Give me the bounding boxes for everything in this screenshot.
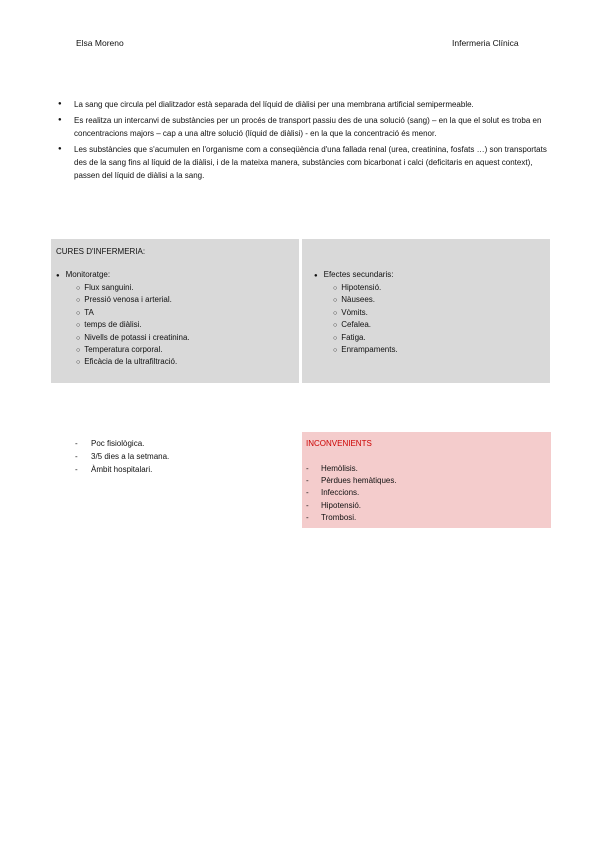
side-effect-item: ○ Nàusees. — [333, 294, 398, 306]
inconvenient-item: - Infeccions. — [306, 487, 397, 499]
inconvenient-item: - Pèrdues hemàtiques. — [306, 475, 397, 487]
intro-bullet: ● Les substàncies que s'acumulen en l'organisme com a conseqüència d'una fallada renal (urea, creatinina, fosfats …) son transportats des de la sang fins al líquid de la diàlisi, i de la mateixa manera, substàncies com bicarbonat i calci (deficitaris en aquest context), passen del líquid de diàlisi a la sang. — [58, 143, 548, 182]
header-subject: Infermeria Clínica — [452, 38, 519, 48]
inconvenient-item: - Trombosi. — [306, 512, 397, 524]
inconvenients-title: INCONVENIENTS — [306, 439, 372, 448]
inconvenients-list — [306, 463, 397, 524]
side-effects-heading — [314, 270, 393, 279]
monitoring-item: ○ TA — [76, 307, 190, 319]
characteristic-item: - 3/5 dies a la setmana. — [75, 450, 169, 463]
inconvenient-item: - Hemòlisis. — [306, 463, 397, 475]
inconvenient-item: - Hipotensió. — [306, 500, 397, 512]
intro-bullet-list — [58, 98, 548, 185]
characteristic-item: - Poc fisiològica. — [75, 437, 169, 450]
side-effect-item: ○ Hipotensió. — [333, 282, 398, 294]
side-effects-heading-label: Efectes secundaris: — [323, 270, 394, 279]
side-effect-item: ○ Vòmits. — [333, 307, 398, 319]
monitoring-heading-label: Monitoratge: — [65, 270, 111, 279]
side-effect-item: ○ Cefalea. — [333, 319, 398, 331]
characteristic-item: - Àmbit hospitalari. — [75, 463, 169, 476]
monitoring-heading — [56, 270, 110, 279]
intro-bullet: ● La sang que circula pel dialitzador està separada del líquid de diàlisi per una membrana artificial semipermeable. — [58, 98, 548, 111]
care-column-monitoring — [51, 239, 299, 383]
monitoring-item: ○ Eficàcia de la ultrafiltració. — [76, 356, 190, 368]
monitoring-list — [76, 282, 190, 369]
monitoring-item: ○ temps de diàlisi. — [76, 319, 190, 331]
bullet-dot-icon: ● — [56, 273, 60, 279]
side-effect-item: ○ Fatiga. — [333, 332, 398, 344]
side-effect-item: ○ Enrampaments. — [333, 344, 398, 356]
monitoring-item: ○ Pressió venosa i arterial. — [76, 294, 190, 306]
monitoring-item: ○ Temperatura corporal. — [76, 344, 190, 356]
monitoring-item: ○ Nivells de potassi i creatinina. — [76, 332, 190, 344]
intro-bullet: ● Es realitza un intercanvi de substàncies per un procés de transport passiu des de una solució (sang) – en la que el solut es troba en concentracions majors – cap a una altre solució (líquid de diàlisi) - en la que la concentració és menor. — [58, 114, 548, 140]
monitoring-item: ○ Flux sanguini. — [76, 282, 190, 294]
bullet-dot-icon: ● — [314, 273, 318, 279]
side-effects-list — [333, 282, 398, 356]
header-author: Elsa Moreno — [76, 38, 124, 48]
care-table — [51, 239, 550, 383]
care-column-side-effects — [302, 239, 550, 383]
care-title: CURES D'INFERMERIA: — [56, 247, 146, 256]
inconvenients-box — [302, 432, 551, 528]
characteristics-list — [75, 437, 169, 476]
